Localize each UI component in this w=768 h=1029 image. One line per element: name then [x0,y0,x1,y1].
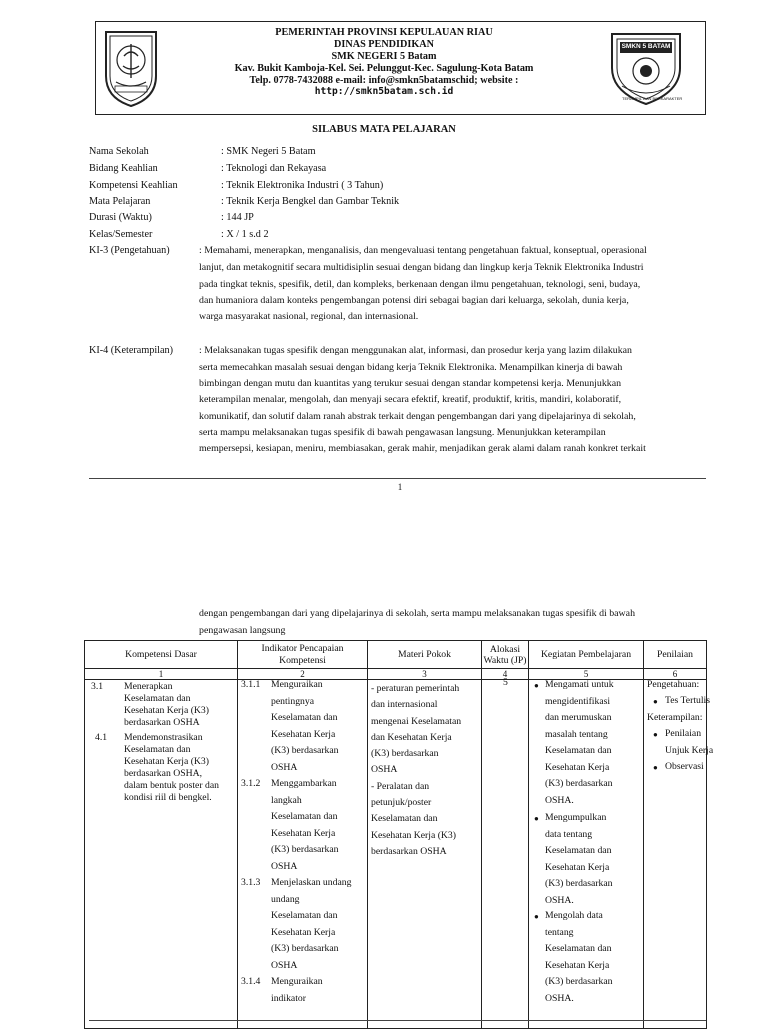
materi-line: Kesehatan Kerja (K3) [371,829,456,841]
ki4-text-line: serta memecahkan masalah sesuai dengan bidang kerja Teknik Elektronika. Menampilkan kinerja di bawah [199,362,623,373]
kegiatan-line: (K3) berdasarkan [545,778,613,789]
bullet-icon: ● [534,681,539,690]
province-emblem-logo [102,26,160,108]
kegiatan-line: Mengumpulkan [545,812,607,823]
ki4-text-line: keterampilan menalar, mengolah, dan menyaji secara efektif, kreatif, produktif, kritis, mandiri, kolaboratif, [199,394,622,405]
indikator-cell [238,680,368,1029]
indikator-line: Kesehatan Kerja [271,728,336,740]
ki3-text-line: lanjut, dan metakognitif secara multidisiplin sesuai dengan bidang dan lingkup kerja Teknik Elektronika Industri [199,262,644,273]
kd-text-line: Keselamatan dan [124,693,191,704]
column-number: 6 [644,669,707,680]
materi-line: OSHA [371,764,398,776]
indikator-line: (K3) berdasarkan [271,745,339,756]
header-indikator [238,641,368,669]
table-row [85,680,707,1029]
penilaian-item: Observasi [665,761,704,772]
kd-text-line: Keselamatan dan [124,744,191,755]
bullet-icon: ● [534,912,539,921]
penilaian-item: Penilaian [665,728,702,739]
header-alokasi-waktu [482,641,529,669]
kegiatan-cell [529,680,644,1029]
materi-pokok-cell [368,680,482,1029]
header-alokasi-line: Waktu (JP) [483,654,527,666]
kegiatan-line: OSHA. [545,992,574,1004]
table-header-row [85,641,707,669]
indikator-number: 3.1.2 [241,778,261,789]
indikator-line: OSHA [271,860,298,872]
bullet-icon: ● [653,697,658,706]
kegiatan-line: Kesehatan Kerja [545,861,610,873]
identity-label: Kompetensi Keahlian [89,180,178,191]
materi-line: dan internasional [371,699,438,711]
kompetensi-dasar-cell [85,680,238,1029]
identity-label: Kelas/Semester [89,229,153,240]
kegiatan-line: Mengolah data [545,910,603,921]
header-kompetensi-dasar: Kompetensi Dasar [85,641,238,669]
header-contact: Telp. 0778-7432088 e-mail: info@smkn5batamschid; website : [249,75,519,86]
indikator-line: pentingnya [271,695,315,707]
bullet-icon: ● [653,730,658,739]
indikator-line: Menguraikan [271,976,323,987]
kd-number: 3.1 [91,681,104,692]
document-title: SILABUS MATA PELAJARAN [312,124,456,135]
kegiatan-line: Keselamatan dan [545,845,612,856]
kegiatan-line: mengidentifikasi [545,695,611,707]
identity-label: Nama Sekolah [89,146,149,157]
indikator-line: langkah [271,794,302,806]
header-penilaian: Penilaian [644,641,707,669]
bullet-icon: ● [534,814,539,823]
penilaian-item: Unjuk Kerja [665,744,714,756]
indikator-line: Menggambarkan [271,778,337,789]
kegiatan-line: data tentang [545,828,593,840]
identity-label: Durasi (Waktu) [89,212,152,223]
penilaian-item: Tes Tertulis [665,695,711,706]
column-number: 5 [529,669,644,680]
materi-line: - Peralatan dan [371,780,430,792]
header-address: Kav. Bukit Kamboja-Kel. Sei. Pelunggut-Kec. Sagulung-Kota Batam [234,63,534,74]
kd-text-line: kondisi riil di bengkel. [124,792,212,803]
kegiatan-line: OSHA. [545,894,574,906]
ki3-text-line: pada tingkat teknis, spesifik, detil, dan kompleks, berkenaan dengan ilmu pengetahuan, teknologi, seni, budaya, [199,279,641,290]
kegiatan-line: masalah tentang [545,728,608,740]
materi-line: Keselamatan dan [371,813,438,825]
header-agency-line: DINAS PENDIDIKAN [334,39,434,50]
header-alokasi-line: Alokasi [489,643,521,655]
column-number: 2 [238,669,368,680]
materi-line: dan Kesehatan Kerja [371,731,452,743]
materi-line: (K3) berdasarkan [371,748,439,760]
kegiatan-line: Keselamatan dan [545,943,612,954]
kd-text-line: Mendemonstrasikan [124,732,203,743]
kd-text-line: Menerapkan [124,681,173,692]
indikator-line: Keselamatan dan [271,910,338,921]
ki3-label: KI-3 (Pengetahuan) [89,245,170,256]
header-school-name: SMK NEGERI 5 Batam [331,51,437,62]
indikator-line: (K3) berdasarkan [271,943,339,954]
kd-text-line: Kesehatan Kerja (K3) [124,705,209,716]
kegiatan-line: tentang [545,926,574,938]
indikator-line: Menguraikan [271,679,323,690]
ki4-text-line: komunikatif, dan solutif dalam ranah abstrak terkait dengan pengembangan dari yang dipelajarinya di sekolah, [199,411,636,422]
column-number: 4 [482,669,529,680]
kegiatan-line: OSHA. [545,794,574,806]
indikator-number: 3.1.3 [241,877,261,888]
header-indikator-line: Indikator Pencapaian [261,642,344,654]
kd-text-line: dalam bentuk poster dan [124,780,219,791]
syllabus-table [84,640,714,1029]
indikator-line: indikator [271,992,306,1004]
identity-value: : Teknologi dan Rekayasa [221,163,327,174]
identity-label: Mata Pelajaran [89,196,151,207]
materi-line: berdasarkan OSHA [371,845,447,857]
kegiatan-line: (K3) berdasarkan [545,878,613,889]
indikator-line: Keselamatan dan [271,712,338,723]
alokasi-value: 5 [503,677,508,688]
identity-value: : Teknik Elektronika Industri ( 3 Tahun) [221,180,384,191]
header-kegiatan: Kegiatan Pembelajaran [529,641,644,669]
materi-line: mengenai Keselamatan [371,715,462,727]
school-emblem-logo [606,26,686,106]
bullet-icon: ● [653,763,658,772]
kd-text-line: berdasarkan OSHA [124,717,200,728]
ki4-text-line: : Melaksanakan tugas spesifik dengan menggunakan alat, informasi, dan prosedur kerja yang lazim dilakukan [199,345,632,356]
ki4-text-line: bimbingan dengan mutu dan kuantitas yang terukur sesuai dengan standar kompetensi kerja. Menunjukkan [199,378,622,389]
kegiatan-line: Kesehatan Kerja [545,761,610,773]
kd-number: 4.1 [95,732,108,743]
school-logo-text-top: SMKN 5 BATAM [621,43,671,50]
header-indikator-line: Kompetensi [279,654,326,666]
header-website-url: http://smkn5batam.sch.id [314,86,454,97]
ki4-continuation-line: dengan pengembangan dari yang dipelajarinya di sekolah, serta mampu melaksanakan tugas spesifik di bawah [199,608,636,619]
school-logo-text-bottom: TERAMPIL DAN BERKARAKTER [622,96,683,101]
penilaian-cell [644,679,714,1029]
ki3-text-line: warga masyarakat nasional, regional, dan internasional. [199,311,419,322]
header-government-line: PEMERINTAH PROVINSI KEPULAUAN RIAU [275,27,493,38]
identity-label: Bidang Keahlian [89,163,158,174]
column-number: 3 [368,669,482,680]
indikator-line: OSHA [271,761,298,773]
ki4-text-line: mempersepsi, kesiapan, meniru, membiasakan, gerak mahir, menjadikan gerak alami dalam ranah konkret terkait [199,443,646,454]
alokasi-waktu-cell [482,677,529,1029]
ki3-text-line: : Memahami, menerapkan, menganalisis, dan mengevaluasi tentang pengetahuan faktual, konseptual, operasional [199,245,647,256]
ki4-continuation-line: pengawasan langsung [199,625,286,636]
column-number: 1 [85,669,238,680]
kd-text-line: Kesehatan Kerja (K3) [124,756,209,767]
identity-value: : Teknik Kerja Bengkel dan Gambar Teknik [221,196,400,207]
page-footer-rule [89,478,706,479]
materi-line: - peraturan pemerintah [371,683,460,694]
identity-value: : 144 JP [221,212,254,223]
ki4-text-line: serta mampu melaksanakan tugas spesifik di bawah pengawasan langsung. Menunjukkan keterampilan [199,427,606,438]
indikator-line: Kesehatan Kerja [271,827,336,839]
page-number: 1 [397,482,403,492]
indikator-line: Menjelaskan undang [271,877,352,888]
indikator-line: OSHA [271,959,298,971]
kegiatan-line: (K3) berdasarkan [545,976,613,987]
ki3-text-line: dan humaniora dalam konteks pengembangan potensi diri sebagai bagian dari keluarga, sekolah, dunia kerja, [199,295,629,306]
indikator-number: 3.1.4 [241,976,261,987]
header-materi-pokok: Materi Pokok [368,641,482,669]
penilaian-pengetahuan-label: Pengetahuan: [647,679,700,690]
indikator-line: (K3) berdasarkan [271,844,339,855]
indikator-line: Keselamatan dan [271,811,338,822]
page-bottom-rule [89,1020,706,1021]
materi-line: petunjuk/poster [371,797,432,809]
penilaian-keterampilan-label: Keterampilan: [647,712,703,723]
kegiatan-line: Keselamatan dan [545,745,612,756]
kd-text-line: berdasarkan OSHA, [124,768,203,779]
ki4-label: KI-4 (Keterampilan) [89,345,174,356]
indikator-line: Kesehatan Kerja [271,926,336,938]
identity-value: : SMK Negeri 5 Batam [221,146,316,157]
indikator-line: undang [271,893,300,905]
indikator-number: 3.1.1 [241,679,261,690]
kegiatan-line: Kesehatan Kerja [545,959,610,971]
kegiatan-line: Mengamati untuk [545,679,614,690]
kegiatan-line: dan merumuskan [545,712,612,723]
identity-value: : X / 1 s.d 2 [221,229,269,240]
